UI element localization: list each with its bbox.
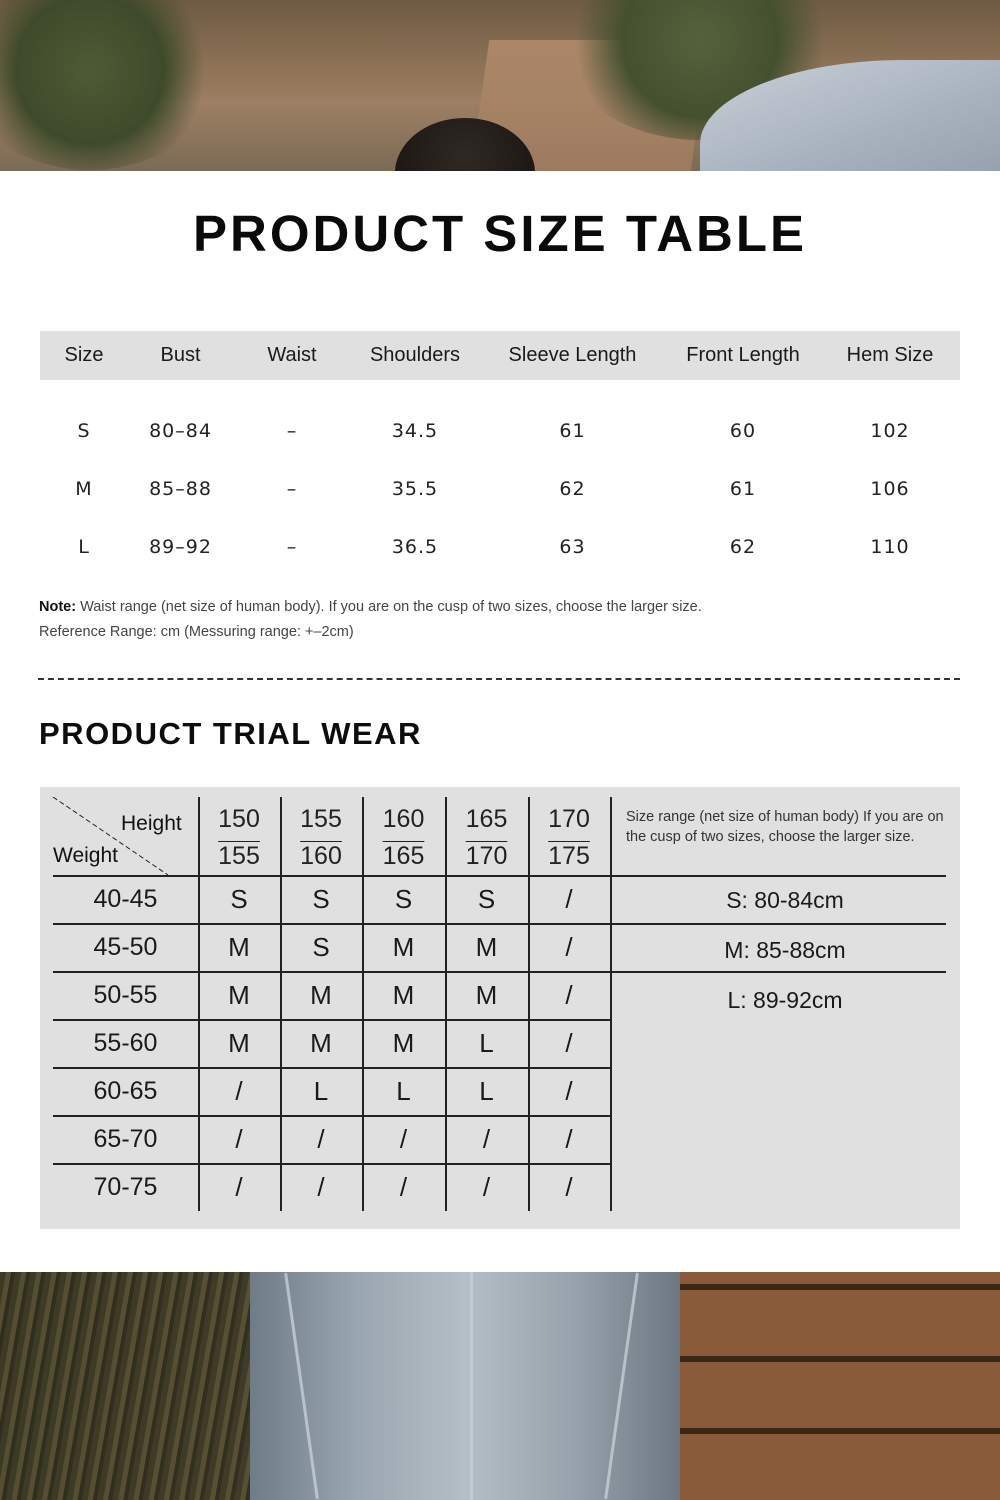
top-photo <box>0 0 1000 171</box>
table-cell: L <box>78 536 90 558</box>
size-cell: / <box>565 1075 573 1106</box>
size-note <box>39 595 702 645</box>
weight-label: 60-65 <box>93 1076 158 1105</box>
height-header <box>362 801 445 875</box>
header-cell: Sleeve Length <box>508 344 637 366</box>
size-cell: M <box>228 931 250 962</box>
header-cell: Bust <box>160 344 201 366</box>
size-cell: / <box>565 979 573 1010</box>
foliage <box>0 0 220 170</box>
height-from: 160 <box>382 805 425 833</box>
weight-label: 45-50 <box>93 932 158 961</box>
size-cell: L <box>479 1027 494 1058</box>
size-cell: S <box>477 883 496 914</box>
table-cell: 63 <box>559 536 586 558</box>
height-to: 155 <box>218 842 260 870</box>
trial-title: PRODUCT TRIAL WEAR <box>39 716 422 751</box>
table-cell: 36.5 <box>391 536 439 558</box>
bottom-photo <box>0 1272 1000 1500</box>
note-text: Waist range (net size of human body). If you are on the cusp of two sizes, choose the larger size. <box>76 599 702 615</box>
weight-label: 65-70 <box>93 1124 158 1153</box>
height-from: 165 <box>465 805 508 833</box>
wooden-deck <box>680 1272 1000 1500</box>
height-header <box>198 801 280 875</box>
header-cell: Waist <box>267 344 317 366</box>
skirt-seam <box>470 1272 473 1500</box>
corner-weight-label: Weight <box>53 844 118 867</box>
size-cell: / <box>482 1171 491 1202</box>
size-cell: / <box>317 1171 325 1202</box>
size-table-body <box>40 380 960 576</box>
height-header <box>528 801 610 875</box>
dashed-divider <box>38 678 960 680</box>
header-cell: Shoulders <box>369 344 461 366</box>
size-cell: L <box>396 1075 411 1106</box>
header-cell: Front Length <box>686 344 800 366</box>
table-cell: 62 <box>729 536 757 558</box>
size-cell: S <box>230 883 248 914</box>
table-cell: 61 <box>559 420 586 442</box>
height-from: 170 <box>548 805 590 833</box>
size-cell: / <box>565 1027 573 1058</box>
corner-height-label: Height <box>121 812 182 835</box>
table-cell: 35.5 <box>391 478 439 500</box>
note-label: Note: <box>39 599 77 615</box>
side-size-m: M: 85-88cm <box>724 937 846 963</box>
table-cell: 85–88 <box>149 478 212 500</box>
size-cell: M <box>310 1027 332 1058</box>
size-cell: M <box>475 979 498 1010</box>
size-cell: M <box>392 931 415 962</box>
size-cell: / <box>317 1123 325 1154</box>
height-from: 150 <box>218 805 260 833</box>
size-cell: M <box>228 979 250 1010</box>
table-cell: 61 <box>729 478 757 500</box>
table-row <box>40 518 960 576</box>
height-header <box>445 801 528 875</box>
size-cell: / <box>482 1123 491 1154</box>
size-cell: M <box>392 979 415 1010</box>
size-cell: / <box>235 1075 243 1106</box>
size-cell: M <box>228 1027 250 1058</box>
height-to: 175 <box>548 842 590 870</box>
size-table <box>40 331 960 576</box>
size-cell: S <box>312 883 330 914</box>
size-cell: M <box>475 931 498 962</box>
page-title: PRODUCT SIZE TABLE <box>192 205 808 262</box>
size-cell: / <box>235 1171 243 1202</box>
table-cell: 60 <box>729 420 757 442</box>
size-cell: L <box>479 1075 494 1106</box>
table-cell: 89–92 <box>149 536 212 558</box>
trial-wear-table <box>40 787 960 1229</box>
table-cell: 110 <box>870 536 910 558</box>
grass <box>0 1272 260 1500</box>
header-cell: Hem Size <box>846 344 934 366</box>
size-cell: / <box>235 1123 243 1154</box>
size-cell: / <box>399 1123 408 1154</box>
table-cell: 34.5 <box>391 420 439 442</box>
table-cell: – <box>286 420 298 442</box>
table-cell: 62 <box>559 478 586 500</box>
table-cell: 80–84 <box>149 420 212 442</box>
table-cell: – <box>286 478 298 500</box>
height-from: 155 <box>300 805 342 833</box>
weight-label: 40-45 <box>93 884 158 913</box>
size-cell: / <box>565 1123 573 1154</box>
side-note: Size range (net size of human body) If you are on the cusp of two sizes, choose the larger size. <box>626 809 944 845</box>
side-size-s: S: 80-84cm <box>726 887 844 913</box>
weight-label: 55-60 <box>93 1028 158 1057</box>
size-cell: M <box>310 979 332 1010</box>
table-row <box>40 402 960 460</box>
weight-label: 70-75 <box>93 1172 158 1201</box>
side-size-l: L: 89-92cm <box>727 987 843 1013</box>
height-to: 170 <box>465 842 508 870</box>
height-to: 165 <box>382 842 425 870</box>
table-cell: 102 <box>870 420 910 442</box>
size-table-header <box>40 331 960 380</box>
size-cell: S <box>394 883 413 914</box>
weight-label: 50-55 <box>93 980 158 1009</box>
size-cell: / <box>565 931 573 962</box>
size-cell: L <box>313 1075 329 1106</box>
height-header <box>280 801 362 875</box>
table-row <box>40 460 960 518</box>
table-cell: – <box>286 536 298 558</box>
header-cell: Size <box>64 344 104 366</box>
denim-skirt <box>250 1272 680 1500</box>
size-cell: M <box>392 1027 415 1058</box>
size-cell: / <box>565 1171 573 1202</box>
note-line-2: Reference Range: cm (Messuring range: +–2cm) <box>39 624 354 640</box>
height-to: 160 <box>300 842 342 870</box>
note-line-1 <box>39 595 702 620</box>
table-cell: 106 <box>870 478 910 500</box>
size-cell: S <box>312 931 330 962</box>
table-cell: M <box>75 478 93 500</box>
size-cell: / <box>565 883 573 914</box>
size-cell: / <box>399 1171 408 1202</box>
table-cell: S <box>77 420 91 442</box>
